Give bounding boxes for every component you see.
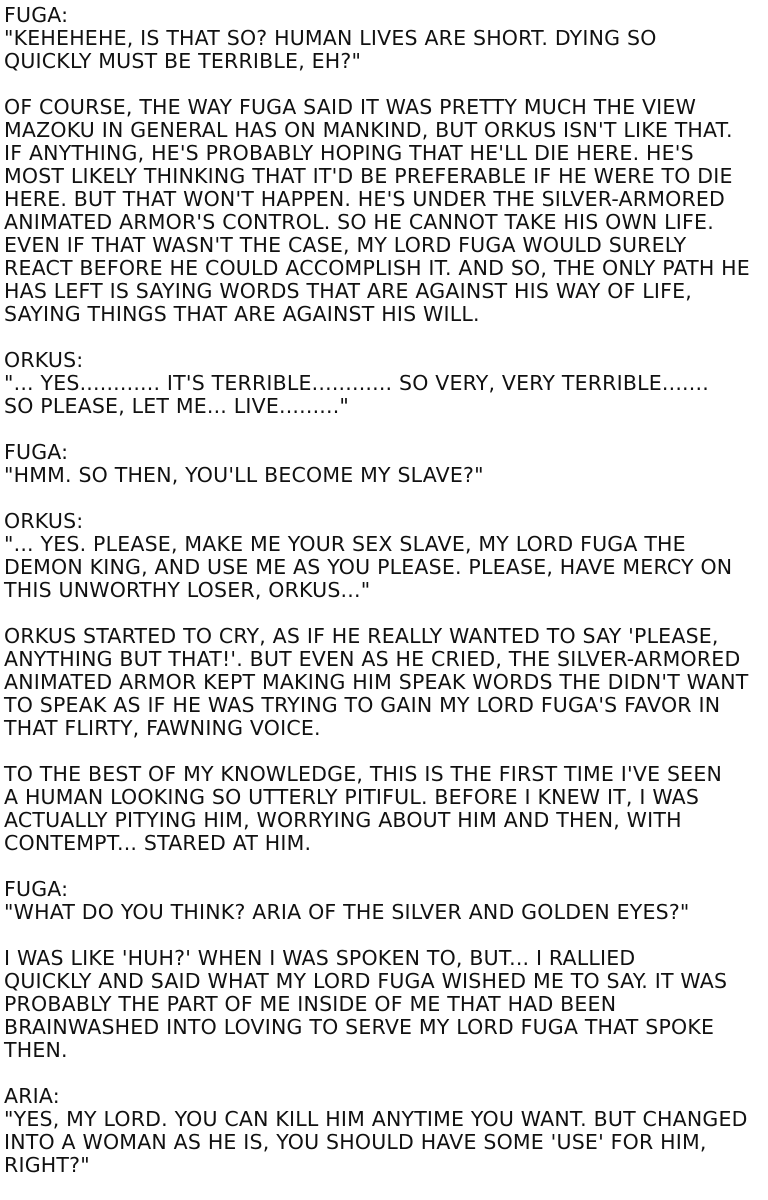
speaker-name: FUGA: bbox=[4, 877, 69, 901]
text-line: CONTEMPT... STARED AT HIM. bbox=[4, 831, 312, 855]
speaker-name: FUGA: bbox=[4, 440, 69, 464]
document-page bbox=[4, 4, 762, 1200]
text-line: SO PLEASE, LET ME... LIVE........." bbox=[4, 394, 350, 418]
text-line: BRAINWASHED INTO LOVING TO SERVE MY LORD FUGA THAT SPOKE bbox=[4, 1015, 715, 1039]
text-line: "YES, MY LORD. YOU CAN KILL HIM ANYTIME YOU WANT. BUT CHANGED bbox=[4, 1107, 748, 1131]
text-line: HAS LEFT IS SAYING WORDS THAT ARE AGAINST HIS WAY OF LIFE, bbox=[4, 279, 693, 303]
dialogue-block bbox=[4, 878, 762, 924]
text-line: TO SPEAK AS IF HE WAS TRYING TO GAIN MY LORD FUGA'S FAVOR IN bbox=[4, 693, 721, 717]
text-line: INTO A WOMAN AS HE IS, YOU SHOULD HAVE SOME 'USE' FOR HIM, bbox=[4, 1130, 707, 1154]
speaker-name: ARIA: bbox=[4, 1084, 60, 1108]
dialogue-block bbox=[4, 441, 762, 487]
text-line: QUICKLY MUST BE TERRIBLE, EH?" bbox=[4, 49, 362, 73]
text-line: RIGHT?" bbox=[4, 1153, 90, 1177]
text-line: "HMM. SO THEN, YOU'LL BECOME MY SLAVE?" bbox=[4, 463, 484, 487]
text-line: IF ANYTHING, HE'S PROBABLY HOPING THAT HE'LL DIE HERE. HE'S bbox=[4, 141, 694, 165]
text-line: A HUMAN LOOKING SO UTTERLY PITIFUL. BEFORE I KNEW IT, I WAS bbox=[4, 785, 700, 809]
text-line: "... YES. PLEASE, MAKE ME YOUR SEX SLAVE, MY LORD FUGA THE bbox=[4, 532, 686, 556]
text-line: DEMON KING, AND USE ME AS YOU PLEASE. PLEASE, HAVE MERCY ON bbox=[4, 555, 733, 579]
narration-paragraph bbox=[4, 947, 762, 1062]
speaker-name: FUGA: bbox=[4, 3, 69, 27]
text-line: PROBABLY THE PART OF ME INSIDE OF ME THAT HAD BEEN bbox=[4, 992, 617, 1016]
text-line: "WHAT DO YOU THINK? ARIA OF THE SILVER AND GOLDEN EYES?" bbox=[4, 900, 690, 924]
text-line: ANYTHING BUT THAT!'. BUT EVEN AS HE CRIED, THE SILVER-ARMORED bbox=[4, 647, 741, 671]
dialogue-block bbox=[4, 1085, 762, 1177]
narration-paragraph bbox=[4, 96, 762, 326]
text-line: THAT FLIRTY, FAWNING VOICE. bbox=[4, 716, 321, 740]
text-line: HERE. BUT THAT WON'T HAPPEN. HE'S UNDER THE SILVER-ARMORED bbox=[4, 187, 726, 211]
text-line: QUICKLY AND SAID WHAT MY LORD FUGA WISHED ME TO SAY. IT WAS bbox=[4, 969, 728, 993]
speaker-name: ORKUS: bbox=[4, 348, 84, 372]
text-line: ACTUALLY PITYING HIM, WORRYING ABOUT HIM AND THEN, WITH bbox=[4, 808, 682, 832]
text-line: THIS UNWORTHY LOSER, ORKUS..." bbox=[4, 578, 371, 602]
narration-paragraph bbox=[4, 625, 762, 740]
text-line: MAZOKU IN GENERAL HAS ON MANKIND, BUT ORKUS ISN'T LIKE THAT. bbox=[4, 118, 733, 142]
text-line: OF COURSE, THE WAY FUGA SAID IT WAS PRETTY MUCH THE VIEW bbox=[4, 95, 697, 119]
dialogue-block bbox=[4, 4, 762, 73]
text-line: ANIMATED ARMOR KEPT MAKING HIM SPEAK WORDS THE DIDN'T WANT bbox=[4, 670, 749, 694]
narration-paragraph bbox=[4, 763, 762, 855]
text-line: EVEN IF THAT WASN'T THE CASE, MY LORD FUGA WOULD SURELY bbox=[4, 233, 687, 257]
text-line: TO THE BEST OF MY KNOWLEDGE, THIS IS THE FIRST TIME I'VE SEEN bbox=[4, 762, 723, 786]
text-line: ORKUS STARTED TO CRY, AS IF HE REALLY WANTED TO SAY 'PLEASE, bbox=[4, 624, 719, 648]
text-line: THEN. bbox=[4, 1038, 68, 1062]
dialogue-block bbox=[4, 349, 762, 418]
dialogue-block bbox=[4, 510, 762, 602]
text-line: REACT BEFORE HE COULD ACCOMPLISH IT. AND SO, THE ONLY PATH HE bbox=[4, 256, 750, 280]
text-line: MOST LIKELY THINKING THAT IT'D BE PREFERABLE IF HE WERE TO DIE bbox=[4, 164, 733, 188]
text-line: "KEHEHEHE, IS THAT SO? HUMAN LIVES ARE SHORT. DYING SO bbox=[4, 26, 657, 50]
text-line: ANIMATED ARMOR'S CONTROL. SO HE CANNOT TAKE HIS OWN LIFE. bbox=[4, 210, 714, 234]
text-line: SAYING THINGS THAT ARE AGAINST HIS WILL. bbox=[4, 302, 480, 326]
text-line: "... YES............ IT'S TERRIBLE............ SO VERY, VERY TERRIBLE....... bbox=[4, 371, 709, 395]
speaker-name: ORKUS: bbox=[4, 509, 84, 533]
text-line: I WAS LIKE 'HUH?' WHEN I WAS SPOKEN TO, BUT... I RALLIED bbox=[4, 946, 636, 970]
